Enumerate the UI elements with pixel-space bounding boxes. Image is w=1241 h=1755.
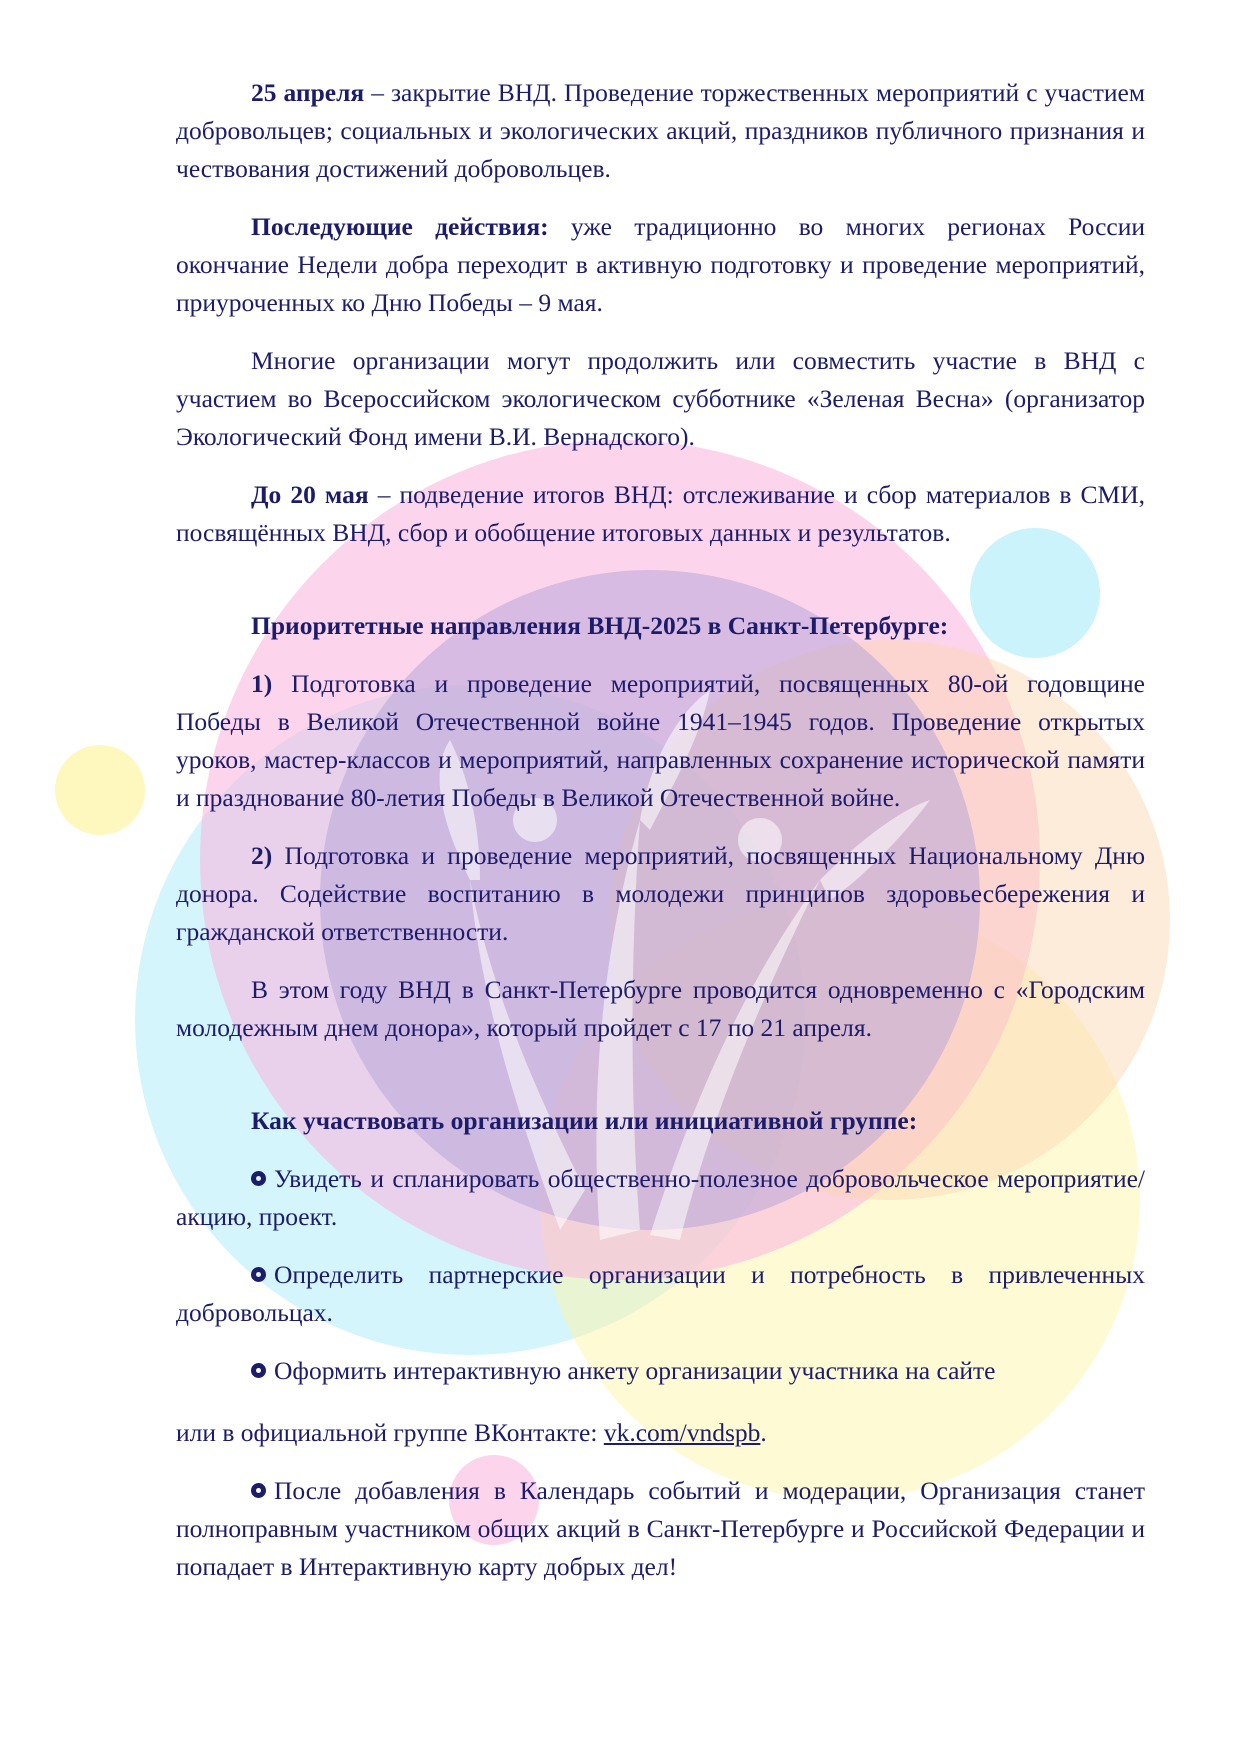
document-page (176, 74, 1145, 1586)
priority-text: Подготовка и проведение мероприятий, посвященных 80-ой годовщине Победы в Великой Отечественной войне 1941–1945 годов. Проведение открытых уроков, мастер-классов и мероприятий, направленных сохранение исторической памяти и празднование 80-летия Победы в Великой Отечественной войне. (176, 669, 1145, 812)
paragraph-follow-up (176, 208, 1145, 322)
paragraph-may-20 (176, 476, 1145, 552)
vk-link[interactable]: vk.com/vndspb (603, 1418, 761, 1447)
bullet-circle-icon (251, 1171, 266, 1186)
paragraph-april-25 (176, 74, 1145, 188)
participate-item-2 (176, 1256, 1145, 1332)
paragraph-text: уже традиционно во многих регионах России окончание Недели добра переходит в активную подготовку и проведение мероприятий, приуроченных ко Дню Победы – 9 мая. (176, 212, 1145, 317)
vk-suffix: . (760, 1418, 767, 1447)
bullet-circle-icon (251, 1363, 266, 1378)
participate-text: Определить партнерские организации и потребность в привлеченных добровольцах. (176, 1260, 1145, 1327)
priority-number: 2) (251, 841, 273, 870)
bg-circle-yellow-small (55, 745, 145, 835)
participate-text: После добавления в Календарь событий и модерации, Организация станет полноправным участником общих акций в Санкт-Петербурге и Российской Федерации и попадает в Интерактивную карту добрых дел! (176, 1476, 1145, 1581)
vk-prefix: или в официальной группе ВКонтакте: (176, 1418, 604, 1447)
priorities-note: В этом году ВНД в Санкт-Петербурге проводится одновременно с «Городским молодежным днем донора», который пройдет с 17 по 21 апреля. (176, 975, 1145, 1042)
bullet-circle-icon (251, 1483, 266, 1498)
paragraph-green-spring: Многие организации могут продолжить или совместить участие в ВНД с участием во Всероссийском экологическом субботнике «Зеленая Весна» (организатор Экологический Фонд имени В.И. Вернадского). (176, 346, 1145, 451)
participate-heading: Как участвовать организации или инициативной группе: (251, 1106, 918, 1135)
paragraph-text: – закрытие ВНД. Проведение торжественных мероприятий с участием добровольцев; социальных и экологических акций, праздников публичного признания и чествования достижений добровольцев. (176, 78, 1145, 183)
follow-up-label: Последующие действия: (251, 212, 549, 241)
participate-item-4 (176, 1472, 1145, 1586)
participate-item-3 (176, 1352, 1145, 1390)
participate-text: Увидеть и спланировать общественно-полезное добровольческое мероприятие/акцию, проект. (176, 1164, 1145, 1231)
priority-text: Подготовка и проведение мероприятий, посвященных Национальному Дню донора. Содействие воспитанию в молодежи принципов здоровьесбережения и гражданской ответственности. (176, 841, 1145, 946)
priorities-heading: Приоритетные направления ВНД-2025 в Санкт-Петербурге: (251, 611, 949, 640)
vk-line (176, 1414, 1145, 1452)
paragraph-text: – подведение итогов ВНД: отслеживание и сбор материалов в СМИ, посвящённых ВНД, сбор и обобщение итоговых данных и результатов. (176, 480, 1146, 547)
participate-text: Оформить интерактивную анкету организации участника на сайте (274, 1356, 996, 1385)
priority-item-1 (176, 665, 1145, 817)
participate-item-1 (176, 1160, 1145, 1236)
priority-number: 1) (251, 669, 273, 698)
date-april-25: 25 апреля (251, 78, 365, 107)
date-may-20: До 20 мая (251, 480, 369, 509)
bullet-circle-icon (251, 1267, 266, 1282)
priority-item-2 (176, 837, 1145, 951)
